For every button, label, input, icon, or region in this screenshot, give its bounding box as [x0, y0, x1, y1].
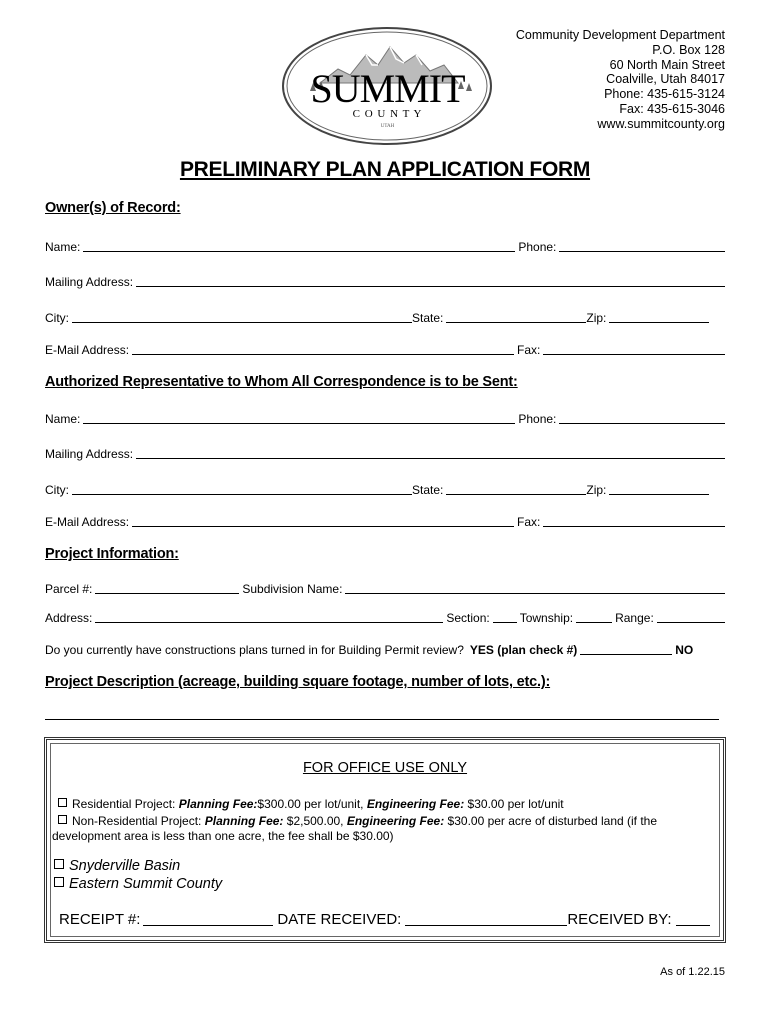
owner-mailing-label: Mailing Address:: [45, 275, 134, 289]
nonresidential-continuation: development area is less than one acre, the fee shall be $30.00): [52, 829, 394, 843]
rep-mailing-row: [45, 443, 725, 461]
snyderville-label: Snyderville Basin: [69, 858, 181, 874]
owner-name-field[interactable]: [83, 239, 515, 252]
nonresidential-engineering-value: $30.00 per acre of disturbed land (if the: [447, 814, 658, 828]
rep-heading: Authorized Representative to Whom All Correspondence is to be Sent:: [45, 374, 518, 390]
area-eastern-summit: [54, 876, 222, 892]
rep-mailing-field[interactable]: [136, 446, 725, 459]
residential-engineering-value: $30.00 per lot/unit: [467, 797, 564, 811]
rep-zip-label: Zip:: [586, 483, 607, 497]
eastern-summit-checkbox[interactable]: [54, 877, 64, 887]
owner-name-row: [45, 236, 725, 254]
township-label: Township:: [519, 611, 574, 625]
nonresidential-planning-value: $2,500.00,: [286, 814, 344, 828]
building-permit-question: Do you currently have constructions plans turned in for Building Permit review?: [45, 643, 464, 657]
owner-fax-label: Fax:: [517, 343, 541, 357]
residential-checkbox[interactable]: [58, 798, 67, 807]
owner-heading: Owner(s) of Record:: [45, 200, 181, 216]
rep-name-label: Name:: [45, 412, 81, 426]
nonresidential-label: Non-Residential Project:: [72, 814, 202, 828]
address-line: www.summitcounty.org: [597, 116, 725, 131]
owner-name-label: Name:: [45, 240, 81, 254]
receipt-row: [59, 908, 724, 928]
building-permit-row: [45, 639, 725, 657]
address-line: Fax: 435-615-3046: [619, 101, 725, 116]
received-by-label: RECEIVED BY:: [567, 911, 672, 928]
owner-fax-field[interactable]: [543, 342, 725, 355]
rep-fax-label: Fax:: [517, 515, 541, 529]
office-use-box: [44, 737, 726, 943]
range-label: Range:: [615, 611, 654, 625]
project-address-label: Address:: [45, 611, 93, 625]
residential-planning-value: $300.00 per lot/unit,: [257, 797, 364, 811]
department-address: [516, 28, 725, 132]
address-line: Coalville, Utah 84017: [606, 72, 725, 87]
parcel-label: Parcel #:: [45, 582, 93, 596]
logo-wordmark: SUMMIT: [310, 66, 465, 111]
rep-phone-field[interactable]: [559, 411, 725, 424]
address-line: P.O. Box 128: [652, 42, 725, 57]
no-option[interactable]: NO: [675, 643, 694, 657]
owner-state-field[interactable]: [446, 310, 586, 323]
rep-email-label: E-Mail Address:: [45, 515, 130, 529]
rep-city-row: [45, 479, 725, 497]
address-line: 60 North Main Street: [609, 57, 725, 72]
date-received-label: DATE RECEIVED:: [277, 911, 402, 928]
owner-phone-field[interactable]: [559, 239, 725, 252]
owner-mailing-field[interactable]: [136, 274, 725, 287]
summit-county-logo: [280, 25, 495, 147]
rep-zip-field[interactable]: [609, 482, 709, 495]
rep-name-field[interactable]: [83, 411, 515, 424]
nonresidential-planning-label: Planning Fee:: [204, 814, 284, 828]
rep-email-field[interactable]: [132, 514, 514, 527]
residential-label: Residential Project:: [72, 797, 176, 811]
office-use-heading: FOR OFFICE USE ONLY: [302, 760, 468, 776]
owner-city-field[interactable]: [72, 310, 412, 323]
nonresidential-engineering-label: Engineering Fee:: [346, 814, 445, 828]
rep-state-field[interactable]: [446, 482, 586, 495]
description-field[interactable]: [45, 719, 719, 720]
nonresidential-fee-line: [58, 814, 657, 828]
yes-option[interactable]: YES (plan check #): [469, 643, 578, 657]
range-field[interactable]: [657, 610, 725, 623]
project-heading: Project Information:: [45, 546, 179, 562]
form-title: PRELIMINARY PLAN APPLICATION FORM: [179, 158, 591, 181]
project-address-field[interactable]: [95, 610, 443, 623]
rep-fax-field[interactable]: [543, 514, 725, 527]
owner-email-label: E-Mail Address:: [45, 343, 130, 357]
receipt-field[interactable]: [143, 911, 273, 926]
residential-planning-label: Planning Fee:: [178, 797, 258, 811]
nonresidential-checkbox[interactable]: [58, 815, 67, 824]
section-field[interactable]: [493, 610, 517, 623]
form-version: As of 1.22.15: [660, 966, 725, 978]
date-received-field[interactable]: [405, 911, 567, 926]
owner-state-label: State:: [412, 311, 444, 325]
owner-city-label: City:: [45, 311, 69, 325]
plan-check-field[interactable]: [580, 642, 672, 655]
residential-engineering-label: Engineering Fee:: [366, 797, 465, 811]
eastern-summit-label: Eastern Summit County: [69, 876, 223, 892]
received-by-field[interactable]: [676, 911, 710, 926]
owner-email-row: [45, 339, 725, 357]
address-line: Phone: 435-615-3124: [604, 87, 725, 102]
township-field[interactable]: [576, 610, 612, 623]
rep-email-row: [45, 511, 725, 529]
rep-mailing-label: Mailing Address:: [45, 447, 134, 461]
subdivision-field[interactable]: [345, 581, 725, 594]
subdivision-label: Subdivision Name:: [242, 582, 343, 596]
snyderville-checkbox[interactable]: [54, 859, 64, 869]
logo-state: UTAH: [380, 124, 395, 129]
description-heading: Project Description (acreage, building square footage, number of lots, etc.):: [45, 674, 551, 690]
owner-mailing-row: [45, 271, 725, 289]
owner-phone-label: Phone:: [518, 240, 557, 254]
address-line: Community Development Department: [515, 28, 725, 42]
parcel-row: [45, 578, 725, 596]
project-address-row: [45, 607, 725, 625]
rep-phone-label: Phone:: [518, 412, 557, 426]
rep-city-label: City:: [45, 483, 69, 497]
owner-zip-label: Zip:: [586, 311, 607, 325]
receipt-label: RECEIPT #:: [59, 911, 141, 928]
area-snyderville: [54, 858, 180, 874]
logo-county: C O U N T Y: [352, 108, 423, 120]
owner-zip-field[interactable]: [609, 310, 709, 323]
rep-city-field[interactable]: [72, 482, 412, 495]
parcel-field[interactable]: [95, 581, 239, 594]
residential-fee-line: [58, 797, 564, 811]
rep-name-row: [45, 408, 725, 426]
rep-state-label: State:: [412, 483, 444, 497]
section-label: Section:: [446, 611, 490, 625]
owner-city-row: [45, 307, 725, 325]
owner-email-field[interactable]: [132, 342, 514, 355]
